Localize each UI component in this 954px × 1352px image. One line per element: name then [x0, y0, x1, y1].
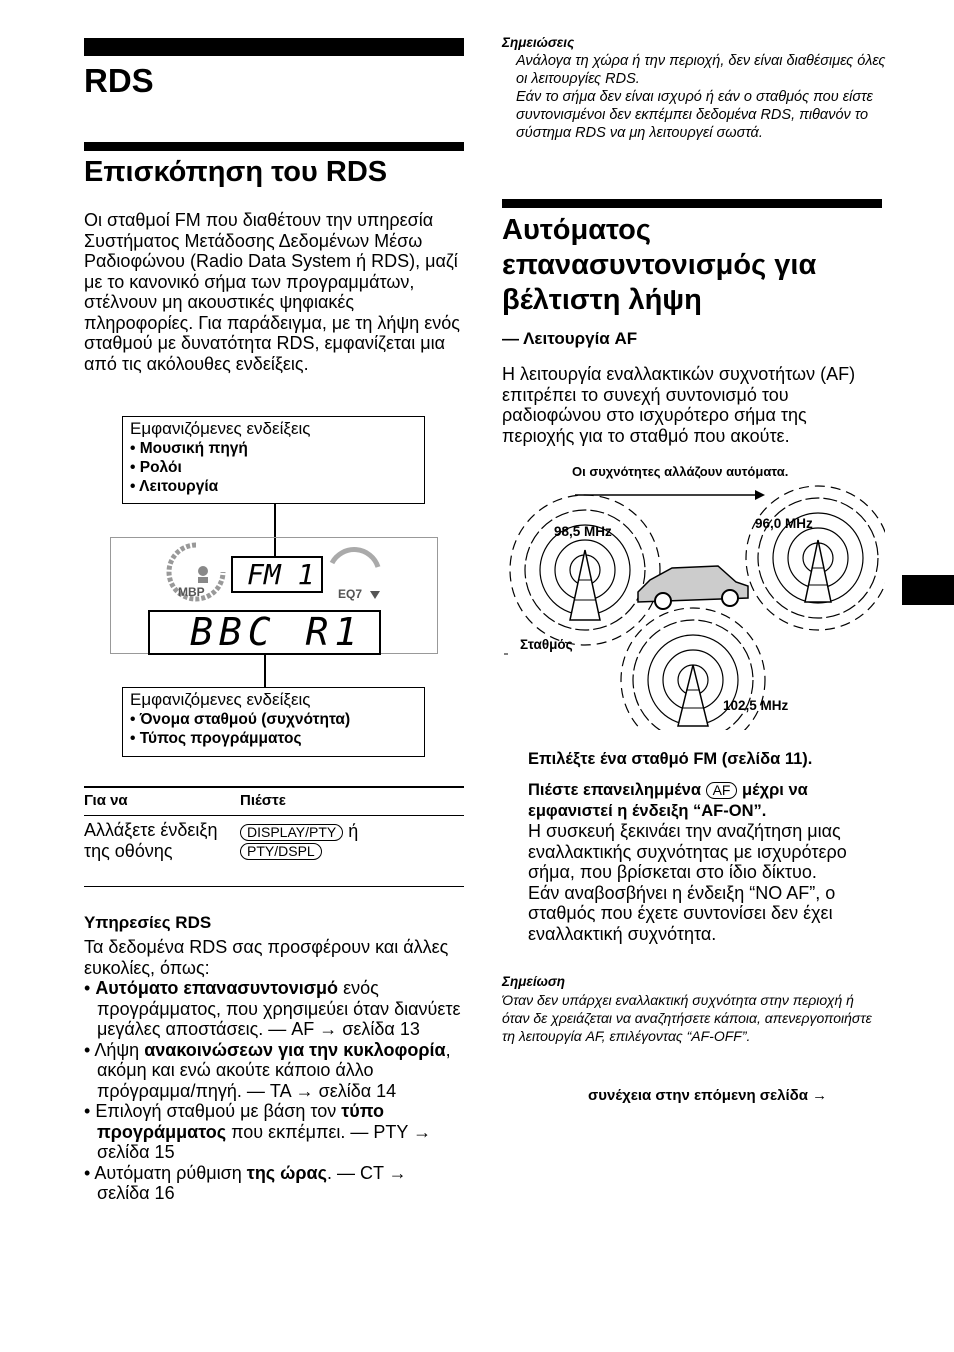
car-icon — [638, 566, 748, 609]
top-indications-box — [122, 416, 425, 504]
table-header-press: Πιέστε — [240, 792, 286, 809]
mbp-label: MBP — [178, 585, 205, 599]
bottom-box-caption: Εμφανιζόμενες ενδείξεις — [130, 690, 311, 709]
note-item: Εάν το σήμα δεν είναι ισχυρό ή εάν ο σταθμός που είστε συντονισμένοι δεν εκπέμπει δεδομένα RDS, πιθανόν το σύστημα RDS να μη λειτουργεί σωστά. — [516, 89, 873, 141]
page-title: RDS — [84, 62, 154, 99]
lcd-source-display: FM 1 — [231, 556, 323, 593]
services-intro: Τα δεδομένα RDS σας προσφέρουν και άλλες ευκολίες, όπως: — [84, 937, 449, 978]
connector-line — [264, 655, 266, 688]
intro-paragraph: Οι σταθμοί FM που διαθέτουν την υπηρεσία Συστήματος Μετάδοσης Δεδομένων Μέσω Ραδιοφώνου (Radio Data System ή RDS), μαζί με το κανονικό σήμα των προγραμμάτων, στέλνουν μη ακουστικές ψηφιακές πληροφορίες. Για παράδειγμα, με τη λήψη ενός σταθμού με δυνατότητα RDS, εμφανίζεται μια από τις ακόλουθες ενδείξεις. — [84, 210, 460, 374]
top-box-item: • Λειτουργία — [130, 478, 219, 495]
table-row-action: Αλλάξετε ένδειξη της οθόνης — [84, 820, 218, 861]
bottom-indications-box — [122, 687, 425, 757]
list-item: • Αυτόματη ρύθμιση της ώρας. — CT → σελίδα 16 — [84, 1162, 407, 1203]
freq-label-left: 98,5 MHz — [554, 524, 612, 539]
list-item: • Επιλογή σταθμού με βάση τον τύπο προγράμματος που εκπέμπει. — PTY → σελίδα 15 — [84, 1101, 432, 1162]
bottom-box-item: • Τύπος προγράμματος — [130, 730, 302, 747]
af-subheading: — Λειτουργία AF — [502, 329, 638, 348]
top-box-item: • Μουσική πηγή — [130, 440, 248, 457]
continue-text: συνέχεια στην επόμενη σελίδα → — [588, 1087, 828, 1104]
note-item: Ανάλογα τη χώρα ή την περιοχή, δεν είναι διαθέσιμες όλες οι λειτουργίες RDS. — [516, 53, 886, 87]
top-box-caption: Εμφανιζόμενες ενδείξεις — [130, 419, 311, 438]
radio-waves-illustration — [500, 480, 885, 730]
table-top-rule — [84, 786, 464, 788]
table-bottom-rule — [84, 886, 464, 887]
freq-label-right: 96,0 MHz — [755, 516, 813, 531]
table-header-action: Για να — [84, 792, 128, 809]
table-header-rule — [84, 815, 464, 816]
display-pty-button-label: DISPLAY/PTY — [240, 824, 343, 841]
page-edge-tab — [902, 575, 954, 605]
af-paragraph: Η λειτουργία εναλλακτικών συχνοτήτων (AF) επιτρέπει το συνεχή συντονισμό του ραδιοφώνου στο ισχυρότερο σήμα της περιοχής για το σταθμό που ακούτε. — [502, 364, 856, 446]
or-word: ή — [348, 821, 359, 841]
table-row-buttons — [240, 821, 358, 842]
station-label: Σταθμός — [520, 637, 573, 652]
services-heading: Υπηρεσίες RDS — [84, 913, 212, 932]
step-1: Επιλέξτε ένα σταθμό FM (σελίδα 11). — [528, 750, 813, 768]
af-heading: Αυτόματος επανασυντονισμός για βέλτιστη λήψη — [502, 214, 817, 316]
lcd-main-display: BBC R1 — [148, 610, 381, 655]
illustration-caption: Οι συχνότητες αλλάζουν αυτόματα. — [572, 464, 789, 479]
note-heading: Σημείωση — [502, 974, 566, 989]
list-item: • Λήψη ανακοινώσεων για την κυκλοφορία, ακόμη και ενώ ακούτε κάποιο άλλο πρόγραμμα/πηγή. — TA → σελίδα 14 — [84, 1039, 451, 1101]
note-text: Όταν δεν υπάρχει εναλλακτική συχνότητα στην περιοχή ή όταν δε χρειάζεται να αναζητήσετε κάποια, απενεργοποιήστε τη λειτουργία AF, επιλέγοντας “AF-OFF”. — [502, 992, 872, 1044]
af-heading-rule — [502, 199, 882, 208]
pty-dspl-button-label: PTY/DSPL — [240, 843, 322, 860]
bottom-box-item: • Όνομα σταθμού (συχνότητα) — [130, 711, 351, 728]
table-row-button2 — [240, 843, 322, 861]
af-button-label: AF — [706, 782, 738, 799]
step-2-description: Η συσκευή ξεκινάει την αναζήτηση μιας εναλλακτικής συχνότητας με ισχυρότερο σήμα, που βρίσκεται στο ίδιο δίκτυο. Εάν αναβοσβήνει η ένδειξη “NO AF”, ο σταθμός που έχετε συντονίσει δεν έχει εναλλακτική συχνότητα. — [528, 821, 847, 944]
step-2: Πιέστε επανειλημμένα AF μέχρι να εμφανιστεί η ένδειξη “AF-ON”. — [528, 781, 808, 820]
notes-heading: Σημειώσεις — [502, 35, 575, 50]
list-item: • Αυτόματο επανασυντονισμό ενός προγράμματος, που χρησιμεύει όταν διανύετε μεγάλες αποστάσεις. — AF → σελίδα 13 — [84, 978, 461, 1039]
notes-list — [516, 52, 886, 142]
heading-rule — [84, 142, 464, 151]
freq-label-bottom: 102,5 MHz — [723, 698, 789, 713]
section-rule — [84, 38, 464, 56]
overview-heading: Επισκόπηση του RDS — [84, 156, 388, 188]
services-list — [84, 978, 464, 1204]
eq-label: EQ7 — [338, 587, 363, 601]
top-box-item: • Ρολόι — [130, 459, 182, 476]
